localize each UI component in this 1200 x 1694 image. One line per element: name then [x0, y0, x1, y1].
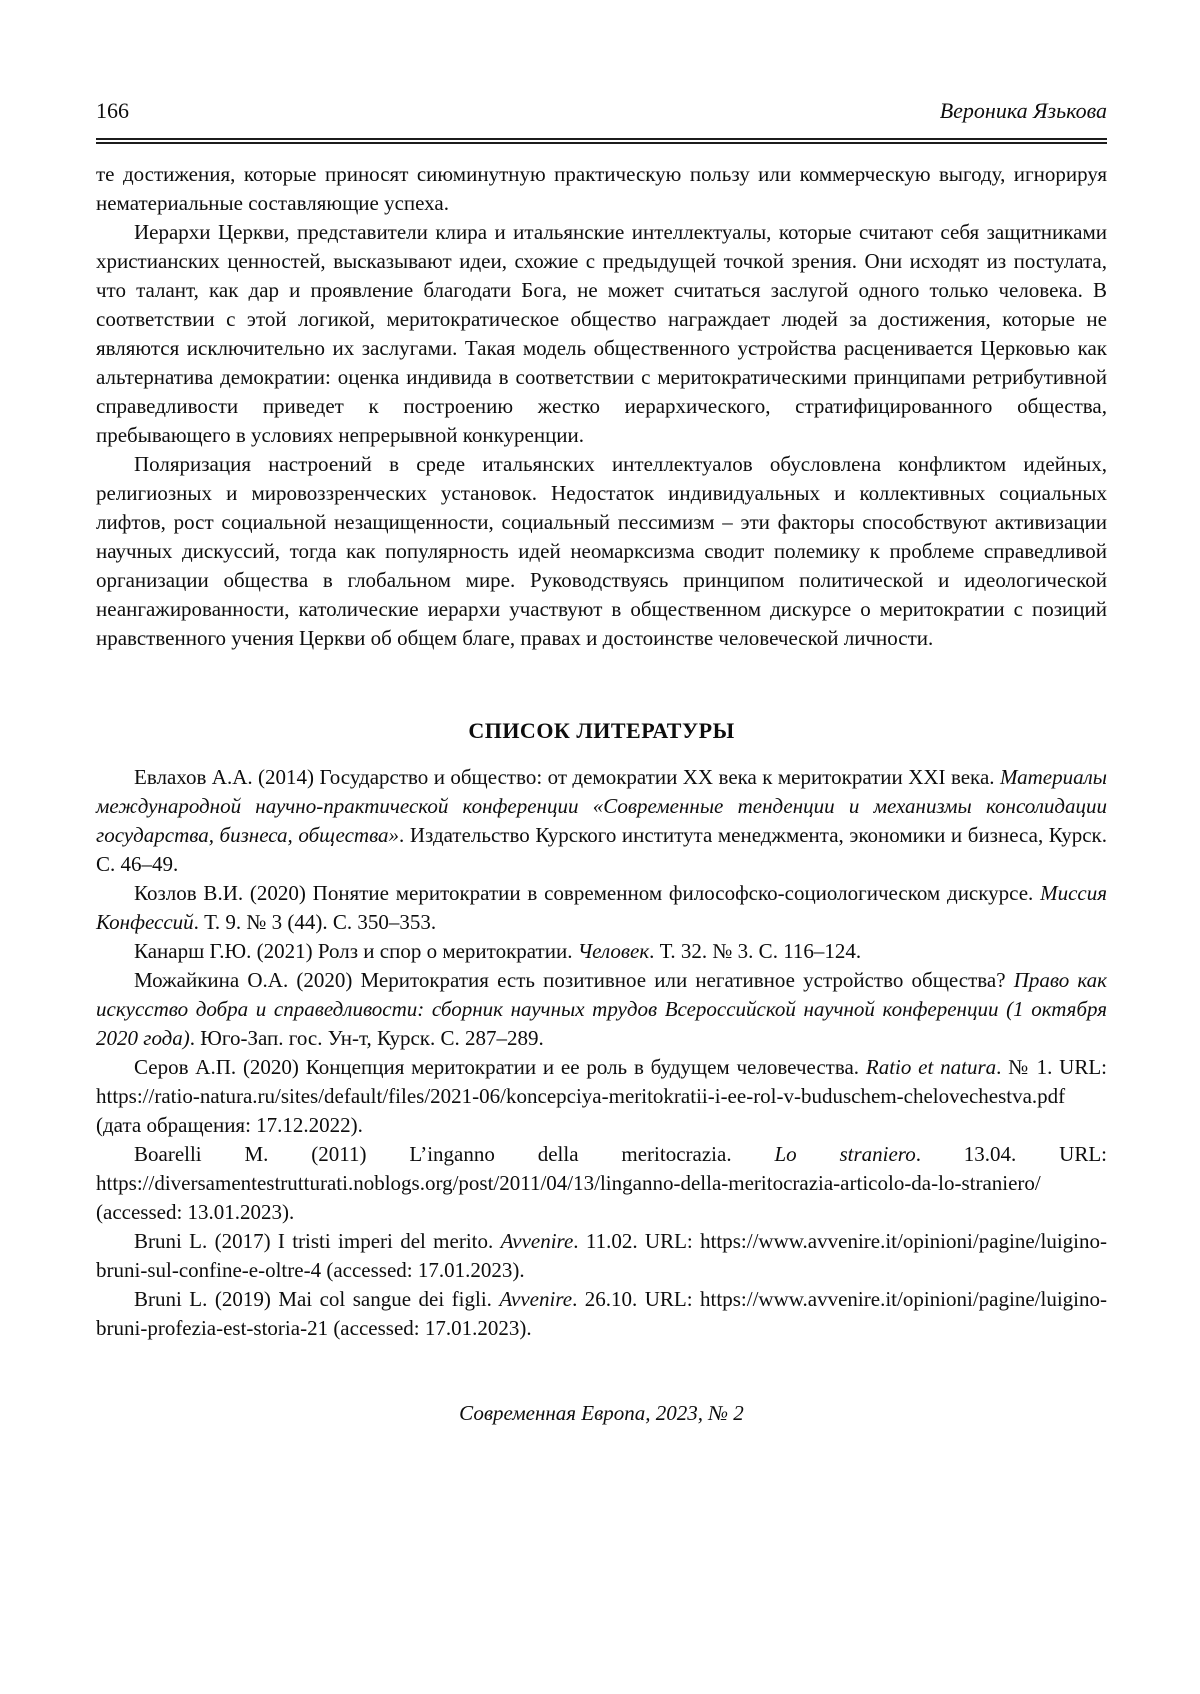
reference-item	[96, 1053, 1107, 1140]
reference-text: . № 1. URL: https://ratio-natura.ru/sites/default/files/2021-06/koncepciya-meritokratii-i-ee-rol-v-buduschem-chelovechestva.pdf (дата обращения: 17.12.2022).	[96, 1055, 1108, 1137]
references-heading: СПИСОК ЛИТЕРАТУРЫ	[468, 718, 735, 743]
reference-item	[96, 966, 1107, 1053]
reference-text: Boarelli M. (2011) L’inganno della meritocrazia.	[134, 1142, 775, 1166]
reference-source-italic: Право как искусство добра и справедливости: сборник научных трудов Всероссийской научной конференции (1 октября 2020 года)	[96, 968, 1107, 1050]
reference-source-italic: Avvenire	[499, 1287, 573, 1311]
reference-item	[96, 1285, 1107, 1343]
reference-text: . Т. 32. № 3. С. 116–124.	[649, 939, 862, 963]
references-list	[96, 763, 1107, 1343]
reference-text: . 26.10. URL: https://www.avvenire.it/opinioni/pagine/luigino-bruni-profezia-est-storia-21 (accessed: 17.01.2023).	[96, 1287, 1107, 1340]
reference-item	[96, 763, 1107, 879]
reference-source-italic: Миссия Конфессий	[96, 881, 1107, 934]
body-paragraph: Поляризация настроений в среде итальянских интеллектуалов обусловлена конфликтом идейных, религиозных и мировоззренческих установок. Недостаток индивидуальных и коллективных социальных лифтов, рост социальной незащищенности, социальный пессимизм – эти факторы способствуют активизации научных дискуссий, тогда как популярность идей неомарксизма сводит полемику к проблеме справедливой организации общества в глобальном мире. Руководствуясь принципом политической и идеологической неангажированности, католические иерархи участвуют в общественном дискурсе о меритократии с позиций нравственного учения Церкви об общем благе, правах и достоинстве человеческой личности.	[96, 452, 1107, 650]
journal-line: Современная Европа, 2023, № 2	[459, 1401, 744, 1425]
running-author: Вероника Язькова	[939, 98, 1107, 123]
page-footer	[96, 1399, 1107, 1427]
reference-text: Bruni L. (2017) I tristi imperi del merito.	[134, 1229, 501, 1253]
reference-text: Козлов В.И. (2020) Понятие меритократии в современном философско-социологическом дискурсе.	[134, 881, 1041, 905]
reference-item	[96, 1227, 1107, 1285]
reference-item	[96, 1140, 1107, 1227]
reference-text: . Издательство Курского института менеджмента, экономики и бизнеса, Курск. С. 46–49.	[96, 823, 1107, 876]
reference-text: Серов А.П. (2020) Концепция меритократии и ее роль в будущем человечества.	[134, 1055, 866, 1079]
reference-text: . 13.04. URL: https://diversamentestrutturati.noblogs.org/post/2011/04/13/linganno-della-meritocrazia-articolo-da-lo-straniero/ (accessed: 13.01.2023).	[96, 1142, 1107, 1224]
reference-item	[96, 879, 1107, 937]
reference-text: Евлахов А.А. (2014) Государство и общество: от демократии XX века к меритократии XXI века.	[134, 765, 1000, 789]
reference-text: Можайкина О.А. (2020) Меритократия есть позитивное или негативное устройство общества?	[134, 968, 1014, 992]
reference-item	[96, 937, 1107, 966]
reference-source-italic: Человек	[577, 939, 650, 963]
reference-source-italic: Материалы международной научно-практической конференции «Современные тенденции и механизмы консолидации государства, бизнеса, общества»	[96, 765, 1107, 847]
reference-text: . 11.02. URL: https://www.avvenire.it/opinioni/pagine/luigino-bruni-sul-confine-e-oltre-4 (accessed: 17.01.2023).	[96, 1229, 1107, 1282]
page-number: 166	[96, 98, 129, 123]
reference-text: . Юго-Зап. гос. Ун-т, Курск. С. 287–289.	[189, 1026, 544, 1050]
reference-text: Bruni L. (2019) Mai col sangue dei figli.	[134, 1287, 500, 1311]
reference-text: . Т. 9. № 3 (44). С. 350–353.	[193, 910, 437, 934]
page-header	[96, 98, 1107, 124]
article-body	[96, 160, 1107, 1343]
body-paragraph: Иерархи Церкви, представители клира и итальянские интеллектуалы, которые считают себя защитниками христианских ценностей, высказывают идеи, схожие с предыдущей точкой зрения. Они исходят из постулата, что талант, как дар и проявление благодати Бога, не может считаться заслугой одного только человека. В соответствии с этой логикой, меритократическое общество награждает людей за достижения, которые не являются исключительно их заслугами. Такая модель общественного устройства расценивается Церковью как альтернатива демократии: оценка индивида в соответствии с меритократическими принципами ретрибутивной справедливости приведет к построению жестко иерархического, стратифицированного общества, пребывающего в условиях непрерывной конкуренции.	[96, 220, 1107, 447]
body-paragraph: те достижения, которые приносят сиюминутную практическую пользу или коммерческую выгоду, игнорируя нематериальные составляющие успеха.	[96, 162, 1107, 215]
header-rule	[96, 138, 1107, 144]
reference-source-italic: Ratio et natura	[865, 1055, 997, 1079]
reference-source-italic: Avvenire	[500, 1229, 574, 1253]
reference-text: Канарш Г.Ю. (2021) Ролз и спор о меритократии.	[134, 939, 578, 963]
reference-source-italic: Lo straniero	[774, 1142, 916, 1166]
